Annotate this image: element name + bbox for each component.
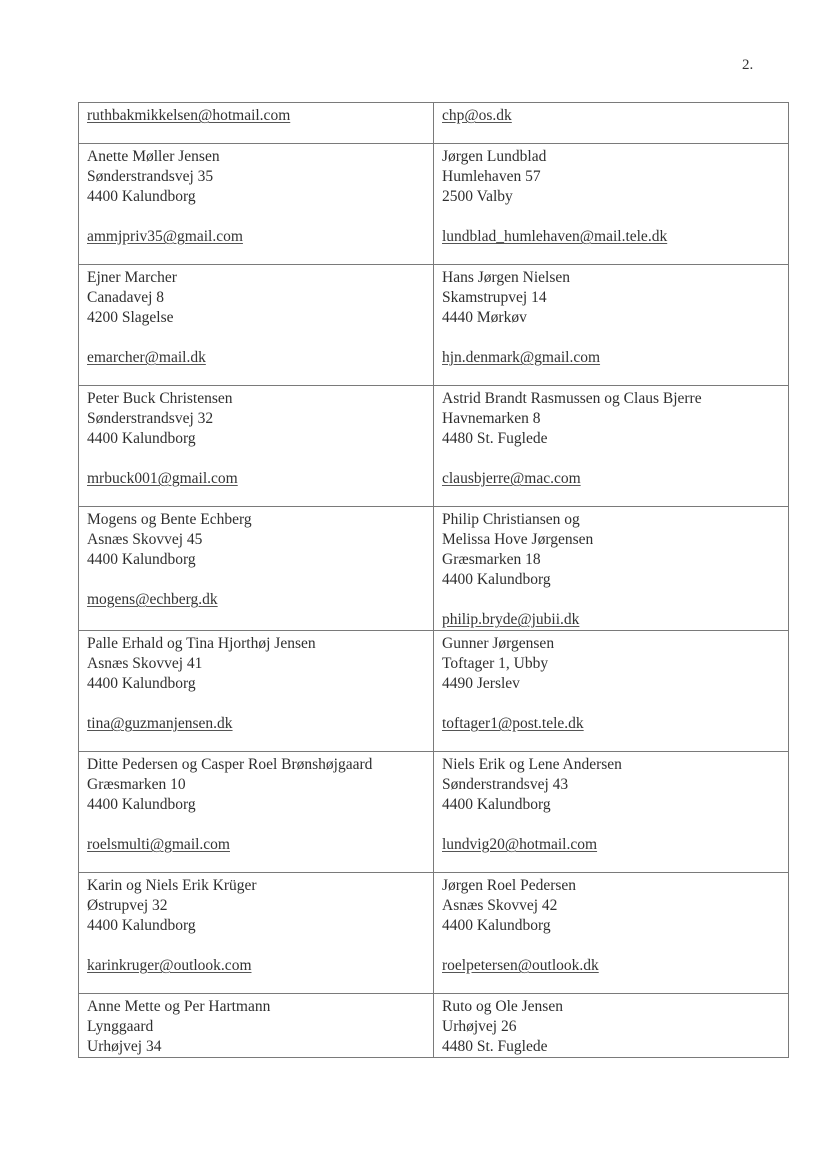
contact-name: Hans Jørgen Nielsen <box>442 269 570 286</box>
contact-city: 4440 Mørkøv <box>442 309 527 326</box>
contact-street: Toftager 1, Ubby <box>442 655 549 672</box>
contact-street: Asnæs Skovvej 42 <box>442 897 558 914</box>
contact-cell <box>434 873 789 994</box>
email-link[interactable]: clausbjerre@mac.com <box>442 470 581 487</box>
email-link[interactable]: mogens@echberg.dk <box>87 591 218 608</box>
contact-cell <box>79 631 434 752</box>
email-link[interactable]: ruthbakmikkelsen@hotmail.com <box>87 107 291 124</box>
table-row <box>79 386 789 507</box>
contact-cell <box>434 265 789 386</box>
contact-city: 4490 Jerslev <box>442 675 520 692</box>
contact-line-3: Urhøjvej 34 <box>87 1038 162 1055</box>
email-link[interactable]: roelsmulti@gmail.com <box>87 836 230 853</box>
contact-name: Ditte Pedersen og Casper Roel Brønshøjgaard <box>87 756 373 773</box>
contact-street: Sønderstrandsvej 43 <box>442 776 569 793</box>
contact-city: 2500 Valby <box>442 188 513 205</box>
contact-name: Gunner Jørgensen <box>442 635 555 652</box>
table-row <box>79 144 789 265</box>
contact-city: 4400 Kalundborg <box>442 796 551 813</box>
contact-street: Asnæs Skovvej 45 <box>87 531 203 548</box>
contact-city: 4400 Kalundborg <box>87 430 196 447</box>
contact-street: Sønderstrandsvej 32 <box>87 410 214 427</box>
contact-city: 4200 Slagelse <box>87 309 174 326</box>
contact-cell <box>434 386 789 507</box>
contact-cell <box>434 631 789 752</box>
email-link[interactable]: toftager1@post.tele.dk <box>442 715 584 732</box>
contact-name: Anette Møller Jensen <box>87 148 220 165</box>
email-link[interactable]: hjn.denmark@gmail.com <box>442 349 601 366</box>
contact-name: Mogens og Bente Echberg <box>87 511 252 528</box>
contact-street: Østrupvej 32 <box>87 897 168 914</box>
contact-city: 4400 Kalundborg <box>442 917 551 934</box>
contact-name: Astrid Brandt Rasmussen og Claus Bjerre <box>442 390 702 407</box>
contact-cell <box>434 507 789 631</box>
contact-city: 4480 St. Fuglede <box>442 430 548 447</box>
contact-cell <box>79 144 434 265</box>
email-link[interactable]: lundvig20@hotmail.com <box>442 836 598 853</box>
contact-table <box>78 102 789 1058</box>
email-link[interactable]: ammjpriv35@gmail.com <box>87 228 243 245</box>
email-link[interactable]: karinkruger@outlook.com <box>87 957 252 974</box>
contact-city: 4400 Kalundborg <box>442 571 551 588</box>
table-row <box>79 752 789 873</box>
contact-street: Sønderstrandsvej 35 <box>87 168 214 185</box>
email-link[interactable]: roelpetersen@outlook.dk <box>442 957 599 974</box>
contact-cell <box>79 386 434 507</box>
contact-cell <box>79 994 434 1058</box>
contact-line-2: Urhøjvej 26 <box>442 1018 517 1035</box>
contact-name: Anne Mette og Per Hartmann <box>87 998 271 1015</box>
email-link[interactable]: mrbuck001@gmail.com <box>87 470 238 487</box>
email-link[interactable]: lundblad_humlehaven@mail.tele.dk <box>442 228 668 245</box>
contact-street: Canadavej 8 <box>87 289 165 306</box>
contact-cell <box>79 873 434 994</box>
email-link[interactable]: philip.bryde@jubii.dk <box>442 611 580 628</box>
contact-name: Karin og Niels Erik Krüger <box>87 877 257 894</box>
contact-cell <box>79 103 434 144</box>
contact-street: Skamstrupvej 14 <box>442 289 547 306</box>
table-row <box>79 103 789 144</box>
contact-line-2: Lynggaard <box>87 1018 154 1035</box>
email-link[interactable]: tina@guzmanjensen.dk <box>87 715 233 732</box>
contact-name: Ejner Marcher <box>87 269 177 286</box>
contact-name: Jørgen Roel Pedersen <box>442 877 577 894</box>
table-row <box>79 994 789 1058</box>
contact-line-3: 4480 St. Fuglede <box>442 1038 548 1055</box>
contact-cell <box>79 265 434 386</box>
contact-city: 4400 Kalundborg <box>87 675 196 692</box>
contact-street: Asnæs Skovvej 41 <box>87 655 203 672</box>
contact-city: 4400 Kalundborg <box>87 917 196 934</box>
email-link[interactable]: emarcher@mail.dk <box>87 349 206 366</box>
contact-name: Palle Erhald og Tina Hjorthøj Jensen <box>87 635 316 652</box>
contact-city: 4400 Kalundborg <box>87 188 196 205</box>
page-number: 2. <box>742 57 754 73</box>
contact-name: Ruto og Ole Jensen <box>442 998 563 1015</box>
contact-street: Humlehaven 57 <box>442 168 541 185</box>
email-link[interactable]: chp@os.dk <box>442 107 512 124</box>
contact-cell <box>434 752 789 873</box>
contact-name: Philip Christiansen og <box>442 511 580 528</box>
contact-name: Peter Buck Christensen <box>87 390 233 407</box>
table-row <box>79 873 789 994</box>
contact-cell <box>79 752 434 873</box>
contact-street: Græsmarken 10 <box>87 776 186 793</box>
contact-name: Jørgen Lundblad <box>442 148 547 165</box>
contact-street: Græsmarken 18 <box>442 551 541 568</box>
contact-street: Havnemarken 8 <box>442 410 541 427</box>
contact-name-2: Melissa Hove Jørgensen <box>442 531 594 548</box>
contact-cell <box>79 507 434 631</box>
contact-cell <box>434 994 789 1058</box>
table-row <box>79 507 789 631</box>
contact-name: Niels Erik og Lene Andersen <box>442 756 622 773</box>
contact-city: 4400 Kalundborg <box>87 551 196 568</box>
contact-cell <box>434 144 789 265</box>
table-row <box>79 265 789 386</box>
contact-city: 4400 Kalundborg <box>87 796 196 813</box>
table-row <box>79 631 789 752</box>
contact-cell <box>434 103 789 144</box>
